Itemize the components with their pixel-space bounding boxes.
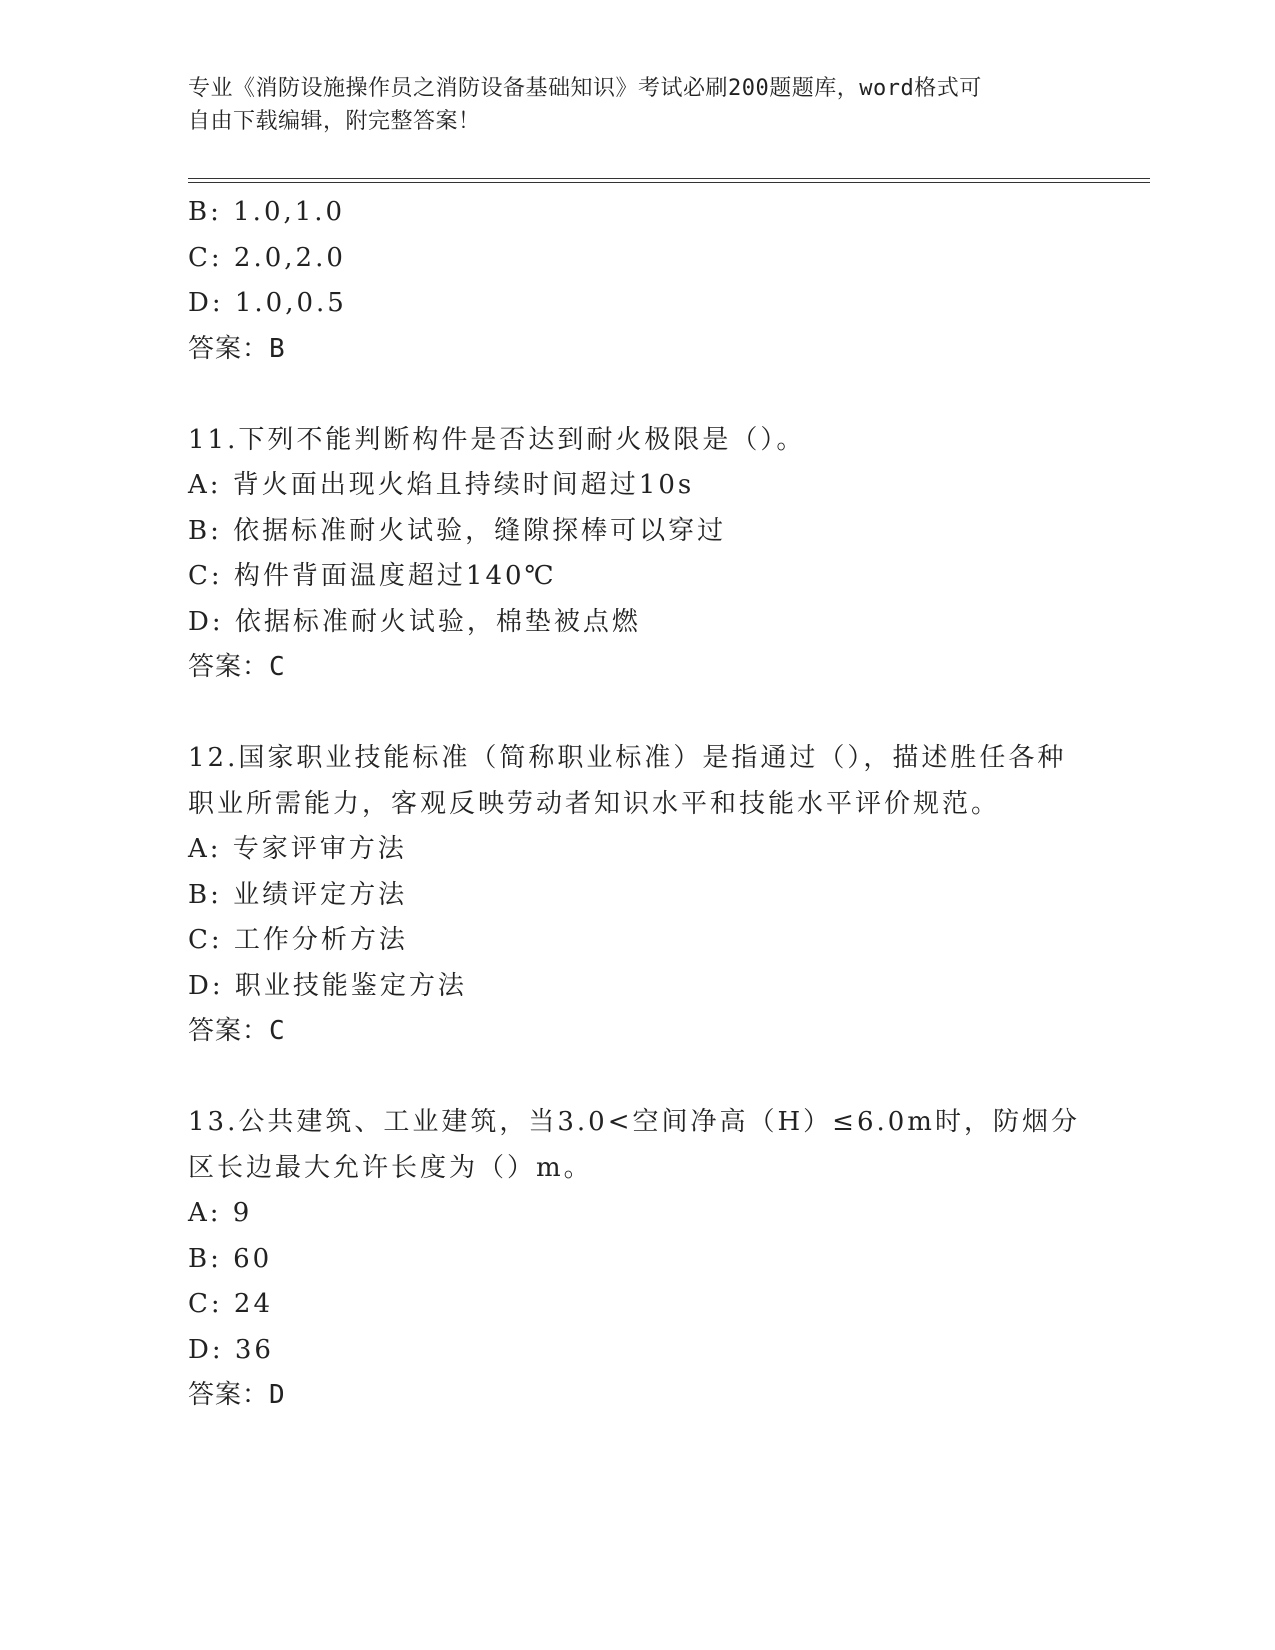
question-stem: 11.下列不能判断构件是否达到耐火极限是（）。 (188, 424, 806, 455)
header-divider-bottom (188, 182, 1150, 183)
answer-line: 答案：B (188, 333, 286, 364)
header-title-line-2: 自由下载编辑，附完整答案！ (188, 109, 481, 134)
question-list (188, 190, 1088, 1419)
question-stem: 13.公共建筑、工业建筑，当3.0<空间净高（H）≤6.0m时，防烟分 (188, 1107, 1080, 1137)
question-block-13 (188, 1100, 1088, 1419)
option-b: B: 60 (188, 1243, 273, 1274)
question-stem: 12.国家职业技能标准（简称职业标准）是指通过（），描述胜任各种 (188, 743, 1067, 773)
spacer (188, 691, 1088, 737)
document-header (188, 72, 1088, 138)
answer-line: 答案：C (188, 652, 286, 682)
option-c: C: 24 (188, 1289, 274, 1319)
option-d: D: 36 (188, 1334, 274, 1365)
option-d: D: 依据标准耐火试验，棉垫被点燃 (188, 606, 641, 637)
option-a: A: 9 (188, 1198, 253, 1228)
question-stem-continued: 职业所需能力，客观反映劳动者知识水平和技能水平评价规范。 (188, 788, 1001, 819)
option-a: A: 专家评审方法 (188, 834, 407, 864)
option-a: A: 背火面出现火焰且持续时间超过10s (188, 470, 695, 500)
option-d: D: 职业技能鉴定方法 (188, 970, 467, 1001)
spacer (188, 372, 1088, 418)
answer-line: 答案：D (188, 1380, 286, 1410)
option-b: B: 1.0,1.0 (188, 197, 346, 227)
spacer (188, 1055, 1088, 1101)
option-d: D: 1.0,0.5 (188, 288, 347, 318)
question-block-10 (188, 190, 1088, 372)
header-divider-top (188, 178, 1150, 179)
option-b: B: 业绩评定方法 (188, 879, 408, 910)
option-c: C: 工作分析方法 (188, 925, 408, 955)
question-stem-continued: 区长边最大允许长度为（）m。 (188, 1152, 593, 1183)
option-c: C: 构件背面温度超过140℃ (188, 561, 557, 591)
option-c: C: 2.0,2.0 (188, 242, 346, 273)
header-title-line-1: 专业《消防设施操作员之消防设备基础知识》考试必刷200题题库，word格式可 (188, 76, 982, 101)
option-b: B: 依据标准耐火试验，缝隙探棒可以穿过 (188, 515, 727, 546)
answer-line: 答案：C (188, 1016, 286, 1046)
question-block-11 (188, 418, 1088, 691)
question-block-12 (188, 736, 1088, 1055)
